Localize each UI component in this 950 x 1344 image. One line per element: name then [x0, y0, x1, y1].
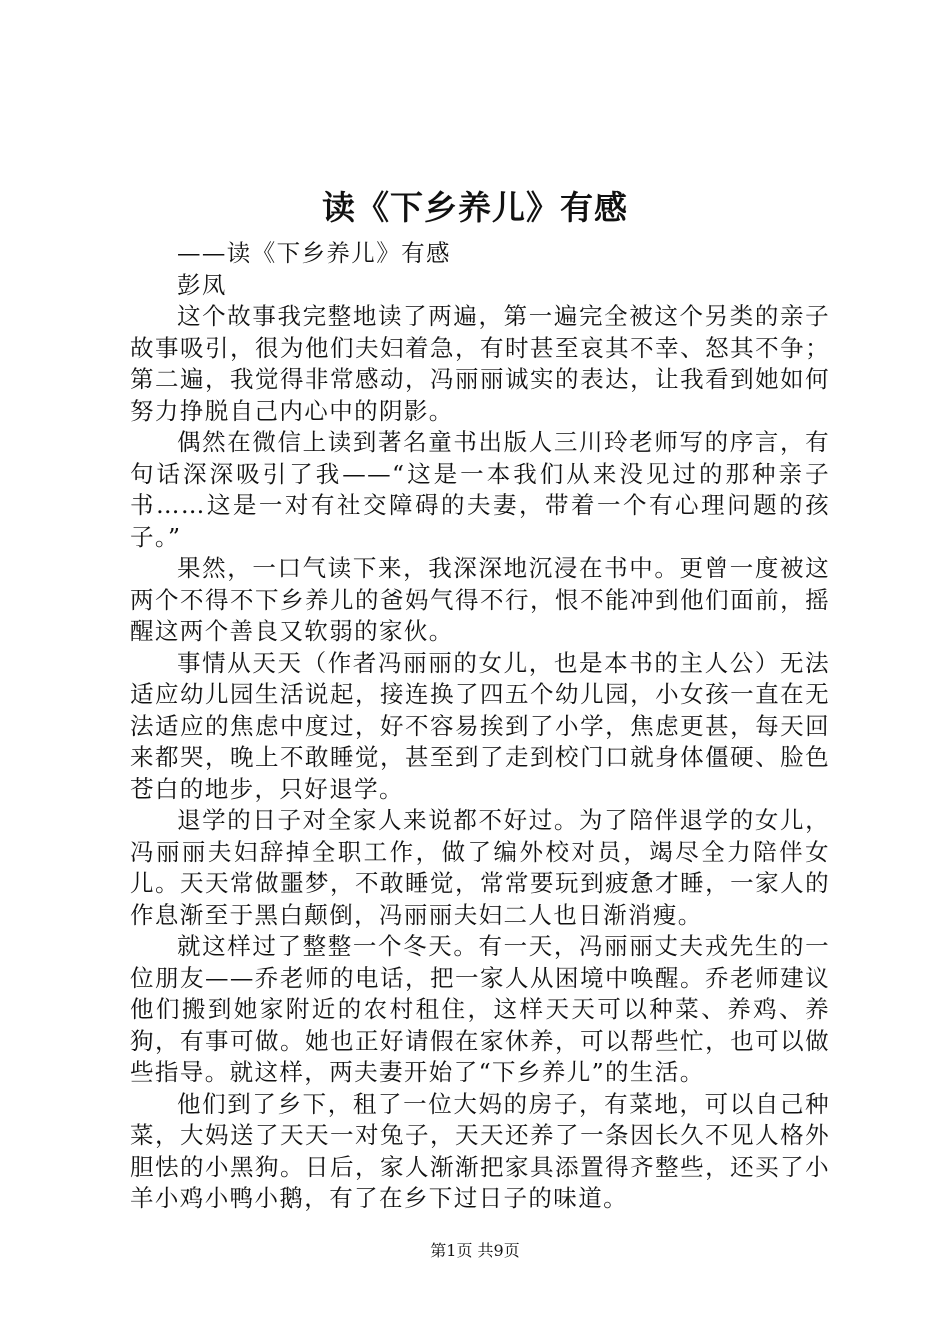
paragraph: 这个故事我完整地读了两遍，第一遍完全被这个另类的亲子故事吸引，很为他们夫妇着急，有时甚至哀其不幸、怒其不争；第二遍，我觉得非常感动，冯丽丽诚实的表达，让我看到她如何努力挣脱自己内心中的阴影。 — [130, 302, 830, 425]
paragraph: 事情从天天（作者冯丽丽的女儿，也是本书的主人公）无法适应幼儿园生活说起，接连换了四五个幼儿园，小女孩一直在无法适应的焦虑中度过，好不容易挨到了小学，焦虑更甚，每天回来都哭，晚上不敢睡觉，甚至到了走到校门口就身体僵硬、脸色苍白的地步，只好退学。 — [130, 648, 830, 803]
page-number: 第1页 共9页 — [430, 1241, 520, 1260]
paragraph: 偶然在微信上读到著名童书出版人三川玲老师写的序言，有句话深深吸引了我——“这是一本我们从来没见过的那种亲子书……这是一对有社交障碍的夫妻，带着一个有心理问题的孩子。” — [130, 428, 830, 551]
paragraph: 退学的日子对全家人来说都不好过。为了陪伴退学的女儿，冯丽丽夫妇辞掉全职工作，做了编外校对员，竭尽全力陪伴女儿。天天常做噩梦，不敢睡觉，常常要玩到疲惫才睡，一家人的作息渐至于黑白颠倒，冯丽丽夫妇二人也日渐消瘦。 — [130, 806, 830, 929]
paragraph: 果然，一口气读下来，我深深地沉浸在书中。更曾一度被这两个不得不下乡养儿的爸妈气得不行，恨不能冲到他们面前，摇醒这两个善良又软弱的家伙。 — [130, 554, 830, 645]
document-title: 读《下乡养儿》有感 — [322, 188, 628, 227]
paragraph: 就这样过了整整一个冬天。有一天，冯丽丽丈夫戎先生的一位朋友——乔老师的电话，把一家人从困境中唤醒。乔老师建议他们搬到她家附近的农村租住，这样天天可以种菜、养鸡、养狗，有事可做。她也正好请假在家休养，可以帮些忙，也可以做些指导。就这样，两夫妻开始了“下乡养儿”的生活。 — [130, 932, 830, 1086]
author: 彭凤 — [177, 270, 227, 299]
document-body — [130, 238, 830, 1215]
subtitle: ——读《下乡养儿》有感 — [177, 239, 451, 267]
paragraph: 他们到了乡下，租了一位大妈的房子，有菜地，可以自己种菜，大妈送了天天一对兔子，天天还养了一条因长久不见人格外胆怯的小黑狗。日后，家人渐渐把家具添置得齐整些，还买了小羊小鸡小鸭小鹅，有了在乡下过日子的味道。 — [130, 1089, 830, 1212]
